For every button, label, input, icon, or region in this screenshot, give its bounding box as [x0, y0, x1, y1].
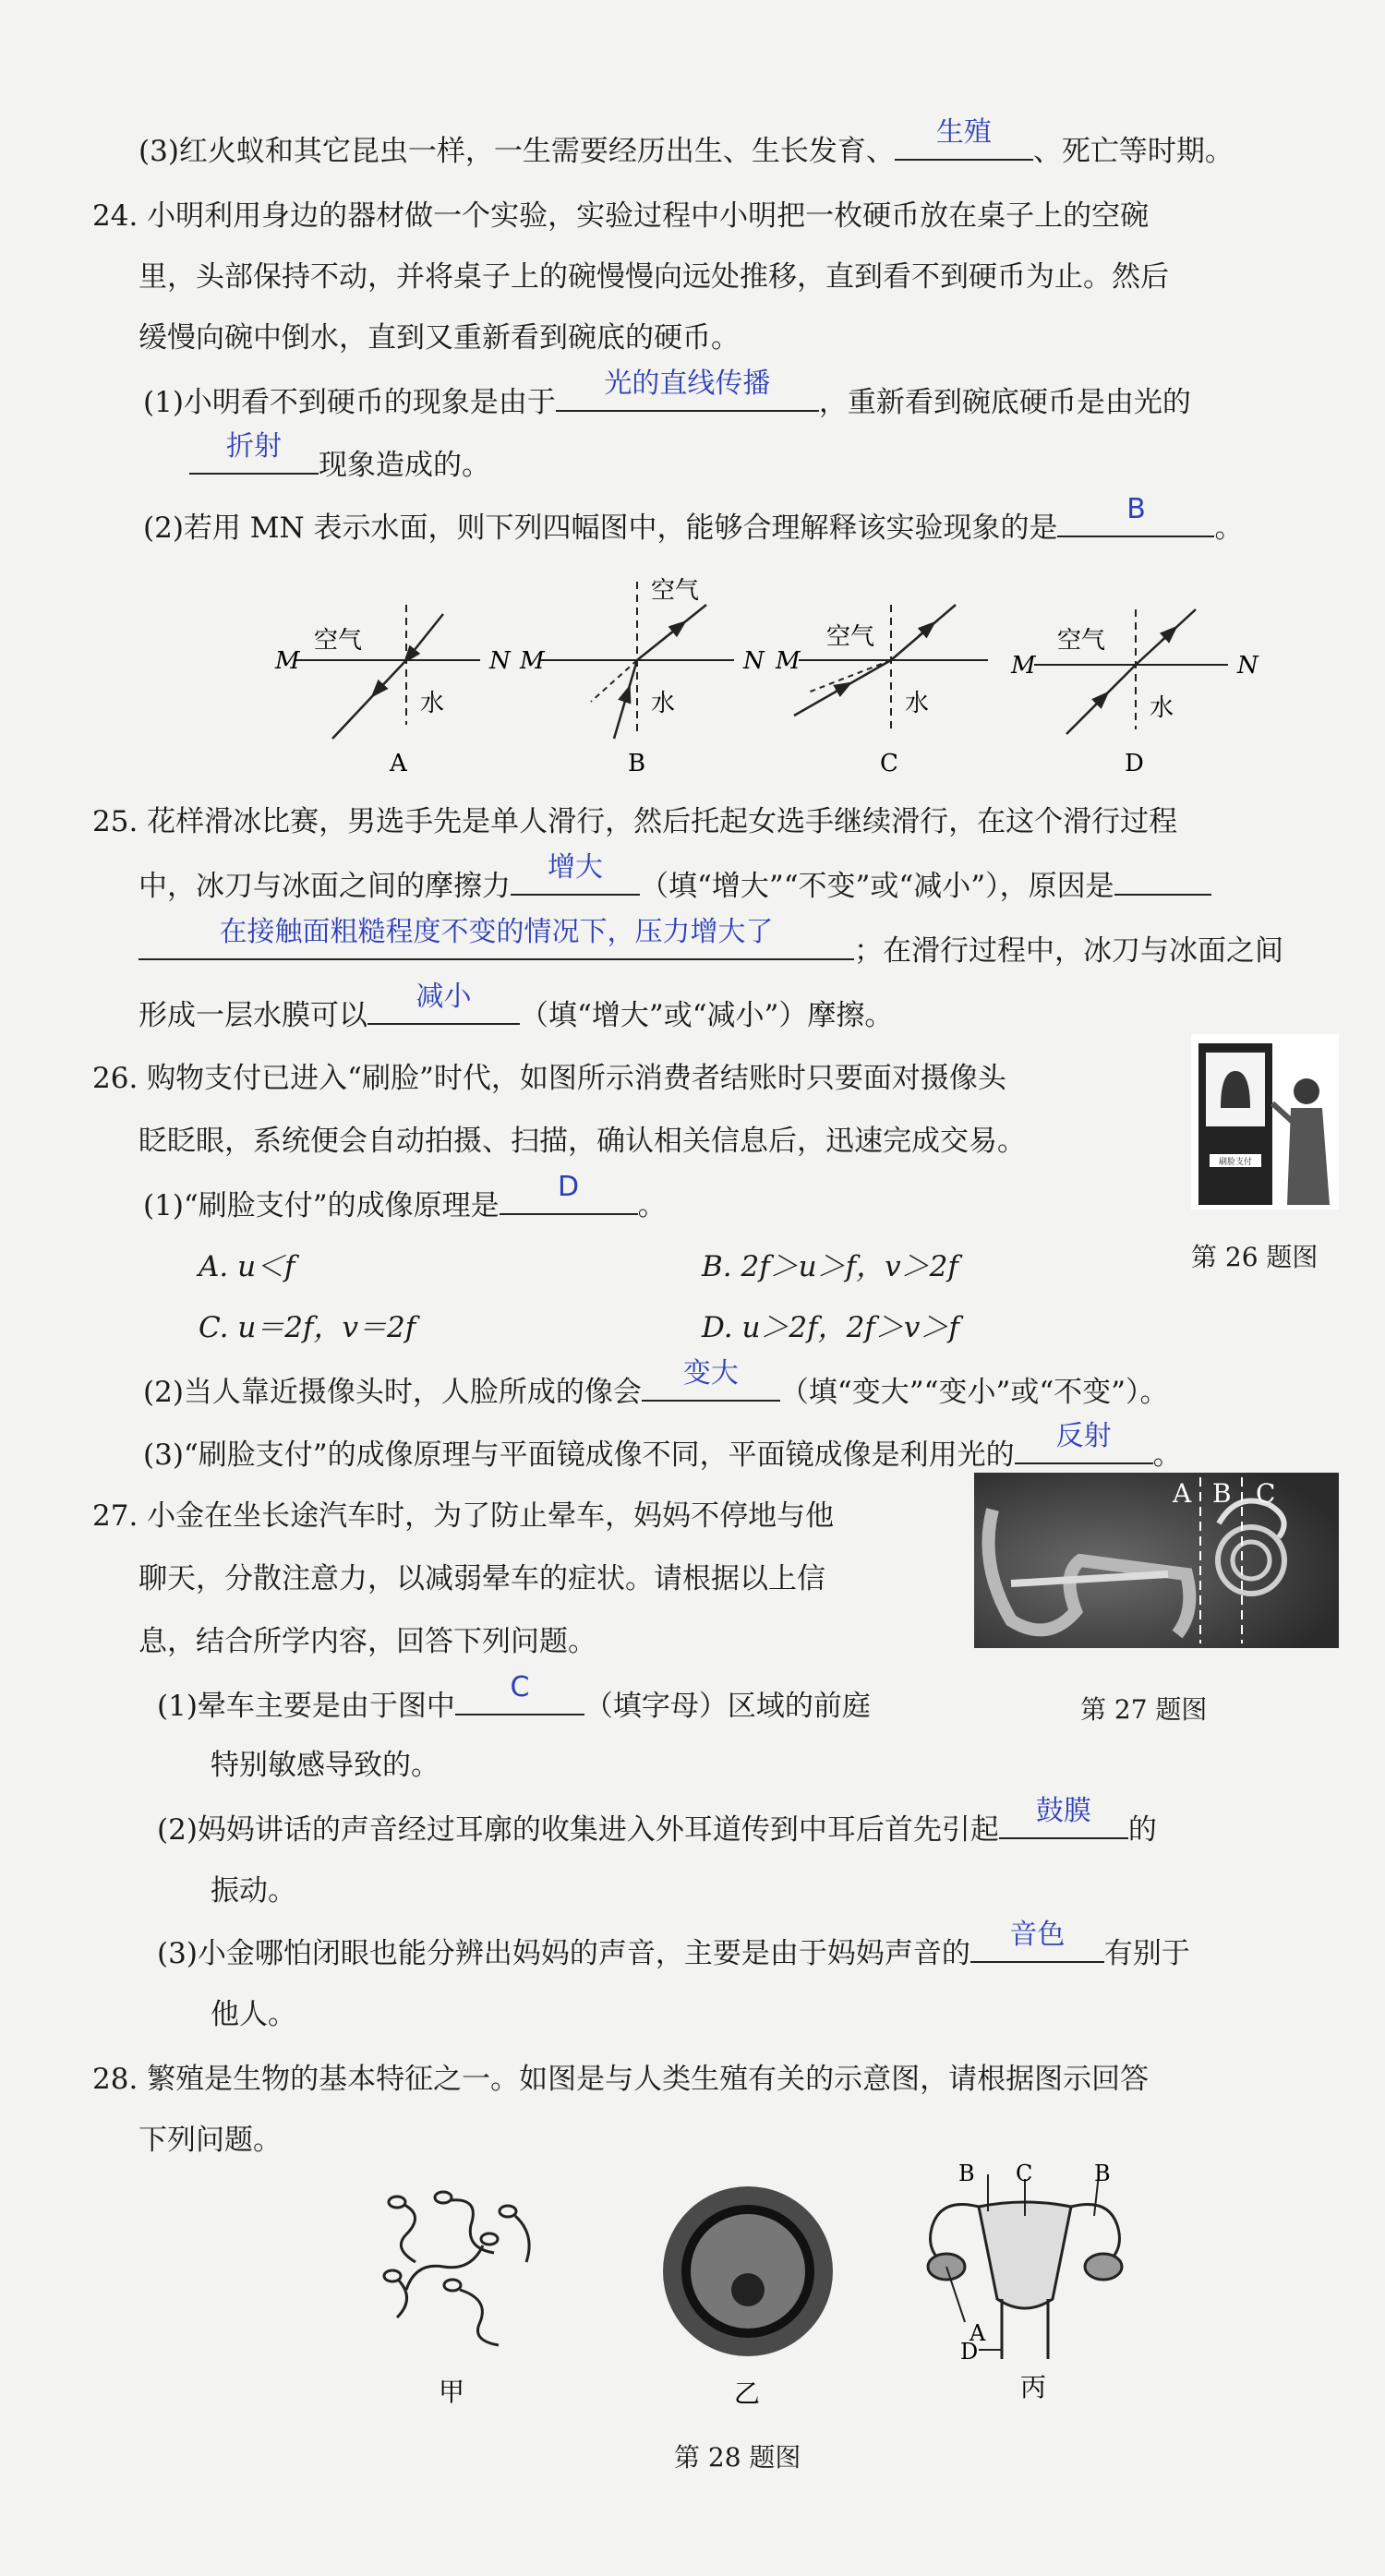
- label-bing: 丙: [1020, 2372, 1047, 2402]
- q24-line3: 缓慢向碗中倒水，直到又重新看到碗底的硬币。: [138, 321, 740, 355]
- answer-blank[interactable]: 反射: [1015, 1433, 1153, 1464]
- label-n: N: [489, 647, 511, 675]
- q26-part1: (1)“刷脸支付”的成像原理是 D 。: [143, 1171, 667, 1222]
- q25-line4: 形成一层水膜可以 减小 （填“增大”或“减小”）摩擦。: [138, 981, 894, 1032]
- refraction-diagrams: [268, 563, 1320, 785]
- diagram-c: [775, 605, 988, 777]
- q27-part3-cont: 他人。: [211, 1998, 296, 2031]
- region-c-label: C: [1256, 1478, 1276, 1509]
- q24-part1: (1)小明看不到硬币的现象是由于 光的直线传播 ，重新看到碗底硬币是由光的: [143, 367, 1191, 419]
- organ-label-a: A: [970, 2320, 986, 2346]
- q26-caption: 第 26 题图: [1191, 1242, 1319, 1272]
- region-a-label: A: [1173, 1478, 1192, 1509]
- diagram-a: [274, 605, 512, 777]
- answer-blank[interactable]: C: [455, 1684, 584, 1715]
- option-c-label: C: [880, 750, 898, 777]
- answer-blank[interactable]: B: [1057, 506, 1214, 537]
- answer-blank[interactable]: D: [500, 1184, 638, 1215]
- label-yi: 乙: [734, 2378, 761, 2409]
- q27-line3: 息，结合所学内容，回答下列问题。: [138, 1625, 596, 1658]
- diagram-b: [519, 577, 765, 777]
- svg-text:空气: 空气: [314, 627, 363, 655]
- answer-blank[interactable]: 变大: [642, 1370, 780, 1402]
- q26-part3: (3)“刷脸支付”的成像原理与平面镜成像不同，平面镜成像是利用光的 反射 。: [143, 1420, 1182, 1472]
- svg-text:水: 水: [651, 690, 676, 717]
- answer-blank[interactable]: 增大: [511, 864, 640, 896]
- q26-line2: 眨眨眼，系统便会自动拍摄、扫描，确认相关信息后，迅速完成交易。: [138, 1125, 1026, 1158]
- q28-line1: 28. 繁殖是生物的基本特征之一。如图是与人类生殖有关的示意图，请根据图示回答: [92, 2063, 1150, 2096]
- label-m: M: [275, 647, 300, 675]
- reproduction-diagrams: [342, 2161, 1154, 2410]
- option-b: B. 2f＞u＞f，v＞2f: [702, 1250, 958, 1283]
- organ-label-b-left: B: [958, 2161, 975, 2186]
- q25-line3: 在接触面粗糙程度不变的情况下，压力增大了 ；在滑行过程中，冰刀与冰面之间: [138, 929, 1283, 971]
- q28-caption: 第 28 题图: [674, 2442, 801, 2473]
- svg-text:空气: 空气: [826, 623, 875, 651]
- egg-drawing: [663, 2186, 833, 2356]
- q27-part2-cont: 振动。: [211, 1874, 296, 1908]
- svg-text:N: N: [1237, 652, 1259, 680]
- organ-label-b-right: B: [1094, 2161, 1111, 2186]
- q24-part1-cont: 折射 现象造成的。: [189, 443, 490, 486]
- q25-line1: 25. 花样滑冰比赛，男选手先是单人滑行，然后托起女选手继续滑行，在这个滑行过程: [92, 805, 1178, 838]
- kiosk-label: 刷脸支付: [1218, 1158, 1253, 1167]
- svg-text:水: 水: [1150, 694, 1174, 722]
- answer-blank[interactable]: 音色: [970, 1932, 1104, 1963]
- label-jia: 甲: [439, 2377, 465, 2407]
- q27-part2: (2)妈妈讲话的声音经过耳廓的收集进入外耳道传到中耳后首先引起 鼓膜 的: [157, 1795, 1157, 1847]
- svg-text:空气: 空气: [1057, 627, 1106, 655]
- organ-label-d: D: [960, 2339, 979, 2365]
- q27-line1: 27. 小金在坐长途汽车时，为了防止晕车，妈妈不停地与他: [92, 1499, 835, 1533]
- face-pay-kiosk-image: [1191, 1034, 1339, 1210]
- option-a: A. u＜f: [199, 1250, 295, 1283]
- option-b-label: B: [628, 750, 646, 777]
- svg-text:水: 水: [420, 690, 445, 717]
- answer-blank[interactable]: 折射: [189, 443, 319, 475]
- q26-part2: (2)当人靠近摄像头时，人脸所成的像会 变大 （填“变大”“变小”或“不变”）。: [143, 1357, 1169, 1409]
- uterus-drawing: [928, 2174, 1122, 2359]
- region-b-label: B: [1212, 1478, 1232, 1509]
- q28-line2: 下列问题。: [138, 2124, 282, 2157]
- answer-blank[interactable]: 在接触面粗糙程度不变的情况下，压力增大了: [138, 929, 854, 960]
- svg-text:M: M: [776, 647, 801, 675]
- svg-text:M: M: [520, 647, 545, 675]
- q23-part3: (3)红火蚁和其它昆虫一样，一生需要经历出生、生长发育、 生殖 、死亡等时期。: [138, 116, 1234, 168]
- q24-line1: 24. 小明利用身边的器材做一个实验，实验过程中小明把一枚硬币放在桌子上的空碗: [92, 199, 1150, 233]
- q27-part1-cont: 特别敏感导致的。: [211, 1749, 440, 1782]
- svg-text:空气: 空气: [651, 577, 700, 605]
- answer-blank[interactable]: 光的直线传播: [556, 380, 819, 412]
- diagram-d: [1010, 609, 1259, 777]
- option-a-label: A: [390, 750, 407, 777]
- q27-part1: (1)晕车主要是由于图中 C （填字母）区域的前庭: [157, 1671, 871, 1723]
- organ-label-c: C: [1016, 2161, 1033, 2186]
- sperm-drawing: [384, 2192, 529, 2345]
- q27-caption: 第 27 题图: [1080, 1694, 1208, 1725]
- answer-blank[interactable]: 减小: [367, 993, 520, 1025]
- q25-line2: 中，冰刀与冰面之间的摩擦力 增大 （填“增大”“不变”或“减小”），原因是: [138, 864, 1211, 907]
- option-d: D. u＞2f，2f＞v＞f: [702, 1311, 959, 1344]
- q27-part3: (3)小金哪怕闭眼也能分辨出妈妈的声音，主要是由于妈妈声音的 音色 有别于: [157, 1919, 1190, 1970]
- option-c: C. u＝2f，v＝2f: [199, 1311, 416, 1344]
- svg-text:M: M: [1011, 652, 1036, 680]
- answer-blank[interactable]: 鼓膜: [999, 1808, 1128, 1839]
- svg-text:水: 水: [905, 690, 930, 717]
- answer-blank[interactable]: 生殖: [895, 129, 1033, 161]
- option-d-label: D: [1125, 750, 1144, 777]
- q24-line2: 里，头部保持不动，并将桌子上的碗慢慢向远处推移，直到看不到硬币为止。然后: [138, 260, 1169, 294]
- q24-part2: (2)若用 MN 表示水面，则下列四幅图中，能够合理解释该实验现象的是 B 。: [143, 493, 1244, 545]
- ear-anatomy-image: [974, 1473, 1339, 1648]
- q26-line1: 26. 购物支付已进入“刷脸”时代，如图所示消费者结账时只要面对摄像头: [92, 1062, 1006, 1095]
- svg-text:N: N: [743, 647, 765, 675]
- q27-line2: 聊天，分散注意力，以减弱晕车的症状。请根据以上信: [138, 1562, 825, 1595]
